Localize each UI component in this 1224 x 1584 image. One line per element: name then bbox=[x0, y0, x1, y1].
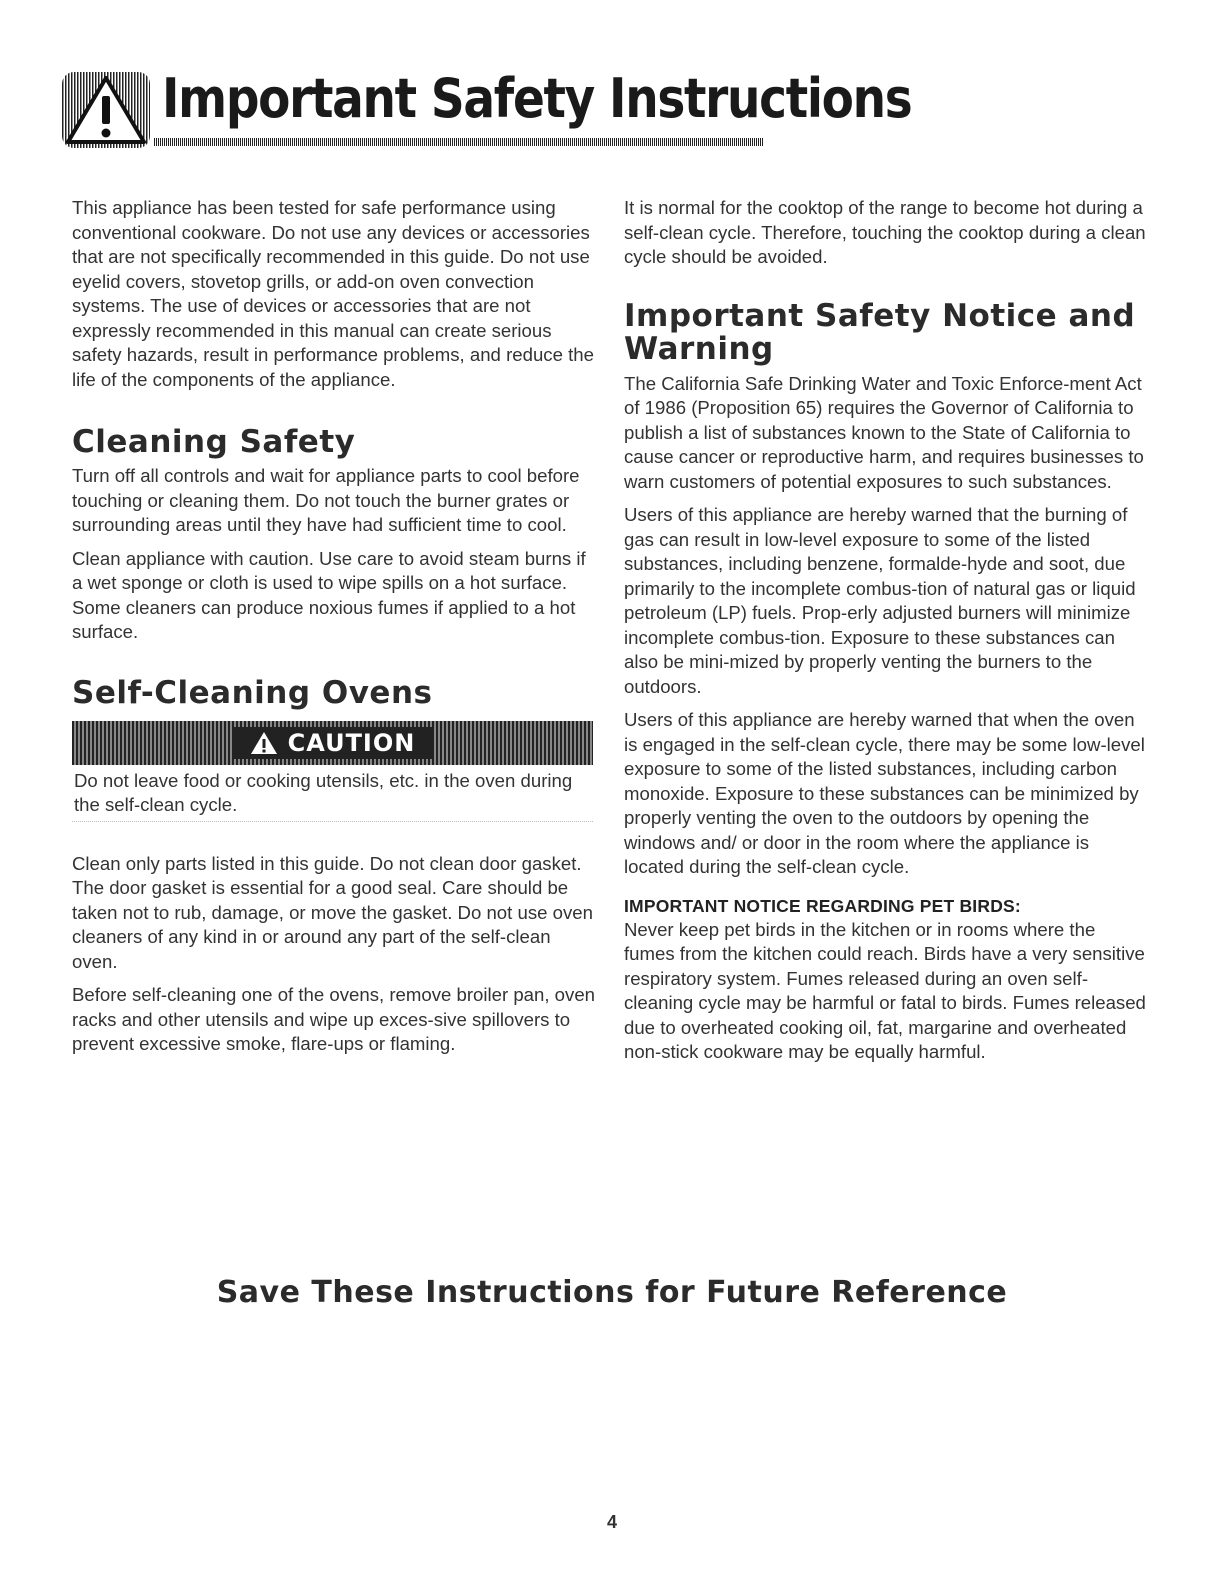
self-cleaning-heading: Self-Cleaning Ovens bbox=[72, 674, 433, 711]
caution-badge bbox=[232, 727, 434, 759]
cleaning-paragraph-2: Clean appliance with caution. Use care to avoid steam burns if a wet sponge or cloth is used to wipe spills on a hot surface. Some cleaners can produce noxious fumes if applied to a hot surface. bbox=[72, 547, 586, 642]
cleaning-paragraph-1: Turn off all controls and wait for appliance parts to cool before touching or cleaning them. Do not touch the burner grates or surrounding areas until they have had sufficient time to cool. bbox=[72, 465, 580, 535]
cleaning-safety-heading: Cleaning Safety bbox=[72, 424, 356, 460]
cooktop-note: It is normal for the cooktop of the range to become hot during a self-clean cycle. Therefore, touching the cooktop during a clean cycle should be avoided. bbox=[624, 197, 1146, 267]
right-column bbox=[624, 196, 1149, 1074]
warning-triangle-icon bbox=[62, 72, 150, 148]
notice-paragraph-3: Users of this appliance are hereby warned that when the oven is engaged in the self-clean cycle, there may be some low-level exposure to some of the listed substances, including carbon monoxide. Exposure to these substances can be minimized by properly venting the oven to the outdoors by opening the windows and/ or door in the room where the appliance is located during the self-clean cycle. bbox=[624, 709, 1145, 877]
self-cleaning-paragraph-1: Clean only parts listed in this guide. Do not clean door gasket. The door gasket is essential for a good seal. Care should be taken not to rub, damage, or move the gasket. Do not use oven cleaners of any kind in or around any part of the self-clean oven. bbox=[72, 852, 593, 972]
page-number: 4 bbox=[606, 1512, 617, 1532]
caution-label: CAUTION bbox=[287, 728, 416, 757]
caution-box bbox=[72, 721, 593, 822]
notice-paragraph-2: Users of this appliance are hereby warned that the burning of gas can result in low-level exposure to some of the listed substances, including benzene, formalde-hyde and soot, due primarily to the incomplete combus-tion of natural gas or liquid petroleum (LP) fuels. Prop-erly adjusted burners will minimize incomplete combus-tion. Exposure to these substances can also be mini-mized by properly venting the burners to the outdoors. bbox=[624, 504, 1136, 697]
caution-triangle-icon bbox=[250, 731, 278, 755]
save-instructions-title: Save These Instructions for Future Reference bbox=[216, 1275, 1008, 1310]
left-column bbox=[72, 196, 597, 1066]
pet-birds-heading: IMPORTANT NOTICE REGARDING PET BIRDS: bbox=[624, 895, 1021, 916]
title-underline bbox=[154, 138, 764, 146]
caution-banner bbox=[72, 721, 593, 765]
pet-birds-paragraph: Never keep pet birds in the kitchen or in rooms where the fumes from the kitchen could reach. Birds have a very sensitive respiratory system. Fumes released during an oven self-cleaning cycle may be harmful or fatal to birds. Fumes released due to overheated cooking oil, fat, margarine and overheated non-stick cookware may be equally harmful. bbox=[624, 918, 1146, 1062]
self-cleaning-paragraph-2: Before self-cleaning one of the ovens, remove broiler pan, oven racks and other utensils and wipe up exces-sive spillovers to prevent excessive smoke, flare-ups or flaming. bbox=[72, 984, 596, 1054]
page-header bbox=[62, 64, 912, 150]
caution-text: Do not leave food or cooking utensils, etc. in the oven during the self-clean cycle. bbox=[72, 765, 593, 822]
intro-paragraph: This appliance has been tested for safe performance using conventional cookware. Do not use any devices or accessories that are not specifically recommended in this guide. Do not use eyelid covers, stovetop grills, or add-on oven convection systems. The use of devices or accessories that are not expressly recommended in this manual can create serious safety hazards, result in performance problems, and reduce the life of the components of the appliance. bbox=[72, 197, 594, 390]
safety-notice-heading: Important Safety Notice and Warning bbox=[624, 297, 1136, 367]
notice-paragraph-1: The California Safe Drinking Water and Toxic Enforce-ment Act of 1986 (Proposition 65) requires the Governor of California to publish a list of substances known to the State of California to cause cancer or reproductive harm, and requires businesses to warn customers of potential exposures to such substances. bbox=[624, 372, 1144, 492]
page-title: Important Safety Instructions bbox=[162, 67, 912, 130]
